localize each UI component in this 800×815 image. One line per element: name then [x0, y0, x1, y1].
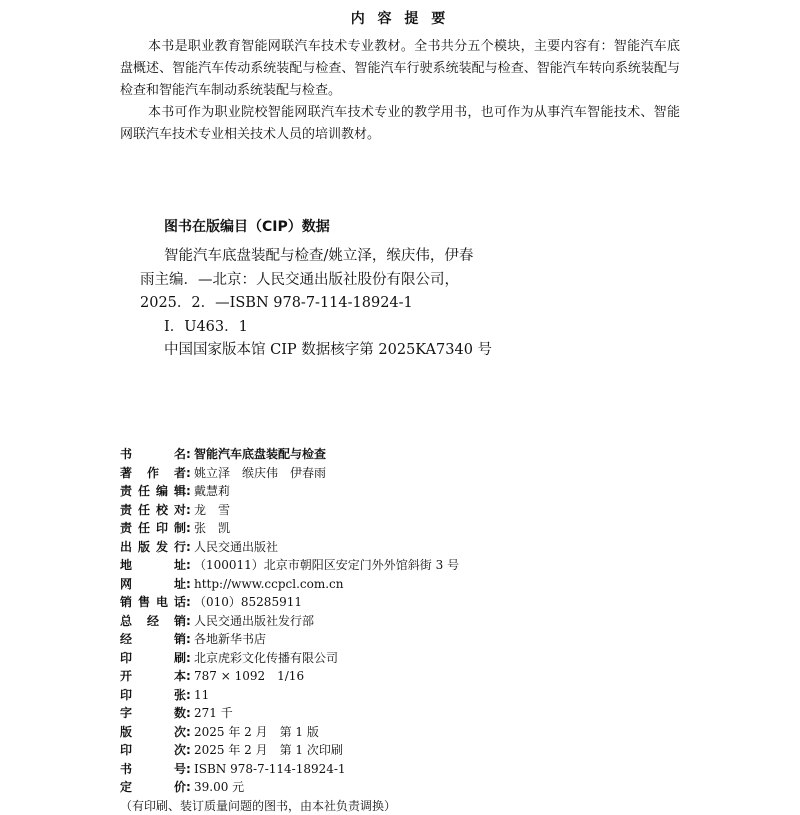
detail-label: 责 任 印 制 — [120, 519, 186, 538]
summary-title: 内 容 提 要 — [0, 8, 800, 28]
detail-label: 定 价 — [120, 778, 186, 797]
detail-colon: : — [186, 760, 194, 779]
detail-value: 北京虎彩文化传播有限公司 — [194, 649, 680, 668]
cip-line: 中国国家版本馆 CIP 数据核字第 2025KA7340 号 — [140, 339, 660, 363]
detail-row — [120, 667, 680, 686]
cip-title: 图书在版编目（CIP）数据 — [140, 217, 660, 237]
detail-colon: : — [186, 630, 194, 649]
detail-row — [120, 612, 680, 631]
detail-colon: : — [186, 741, 194, 760]
summary-section — [120, 36, 680, 146]
detail-row — [120, 538, 680, 557]
detail-label: 字 数 — [120, 704, 186, 723]
detail-value: 各地新华书店 — [194, 630, 680, 649]
detail-label: 总 经 销 — [120, 612, 186, 631]
detail-row — [120, 741, 680, 760]
detail-value: 龙 雪 — [194, 501, 680, 520]
detail-label: 出 版 发 行 — [120, 538, 186, 557]
detail-label: 印 次 — [120, 741, 186, 760]
detail-value: 智能汽车底盘装配与检查 — [194, 445, 680, 464]
detail-row — [120, 686, 680, 705]
cip-line: 智能汽车底盘装配与检查/姚立泽，缑庆伟，伊春 — [140, 245, 660, 269]
detail-row — [120, 593, 680, 612]
detail-row — [120, 519, 680, 538]
detail-colon: : — [186, 519, 194, 538]
detail-label: 责 任 编 辑 — [120, 482, 186, 501]
detail-value: （100011）北京市朝阳区安定门外外馆斜街 3 号 — [194, 556, 680, 575]
detail-colon: : — [186, 612, 194, 631]
summary-paragraph: 本书是职业教育智能网联汽车技术专业教材。全书共分五个模块，主要内容有：智能汽车底盘概述、智能汽车传动系统装配与检查、智能汽车行驶系统装配与检查、智能汽车转向系统装配与检查和智能汽车制动系统装配与检查。 — [120, 36, 680, 102]
detail-row — [120, 482, 680, 501]
detail-label: 版 次 — [120, 723, 186, 742]
detail-colon: : — [186, 704, 194, 723]
detail-value: 271 千 — [194, 704, 680, 723]
detail-label: 责 任 校 对 — [120, 501, 186, 520]
detail-label: 地 址 — [120, 556, 186, 575]
cip-line: Ⅰ．U463．1 — [140, 316, 660, 340]
detail-colon: : — [186, 501, 194, 520]
detail-value: 11 — [194, 686, 680, 705]
detail-row — [120, 704, 680, 723]
detail-value: 姚立泽 缑庆伟 伊春雨 — [194, 464, 680, 483]
cip-section — [140, 217, 660, 363]
detail-value: （010）85285911 — [194, 593, 680, 612]
detail-value: 787 × 1092 1/16 — [194, 667, 680, 686]
detail-value: ISBN 978-7-114-18924-1 — [194, 760, 680, 779]
detail-value: 2025 年 2 月 第 1 版 — [194, 723, 680, 742]
detail-row — [120, 464, 680, 483]
detail-colon: : — [186, 575, 194, 594]
detail-label: 经 销 — [120, 630, 186, 649]
detail-row — [120, 445, 680, 464]
detail-label: 销 售 电 话 — [120, 593, 186, 612]
detail-colon: : — [186, 538, 194, 557]
detail-row — [120, 760, 680, 779]
detail-row — [120, 723, 680, 742]
detail-row — [120, 575, 680, 594]
detail-colon: : — [186, 464, 194, 483]
detail-value: http://www.ccpcl.com.cn — [194, 575, 680, 594]
detail-colon: : — [186, 686, 194, 705]
detail-colon: : — [186, 649, 194, 668]
detail-row — [120, 556, 680, 575]
cip-line: 雨主编．—北京：人民交通出版社股份有限公司， — [140, 269, 660, 293]
detail-value: 39.00 元 — [194, 778, 680, 797]
detail-row — [120, 630, 680, 649]
detail-value: 戴慧莉 — [194, 482, 680, 501]
detail-colon: : — [186, 556, 194, 575]
detail-row — [120, 649, 680, 668]
detail-value: 2025 年 2 月 第 1 次印刷 — [194, 741, 680, 760]
detail-label: 书 名 — [120, 445, 186, 464]
detail-label: 印 刷 — [120, 649, 186, 668]
summary-paragraph: 本书可作为职业院校智能网联汽车技术专业的教学用书，也可作为从事汽车智能技术、智能网联汽车技术专业相关技术人员的培训教材。 — [120, 102, 680, 146]
detail-colon: : — [186, 723, 194, 742]
detail-label: 印 张 — [120, 686, 186, 705]
detail-value: 张 凯 — [194, 519, 680, 538]
detail-colon: : — [186, 778, 194, 797]
detail-colon: : — [186, 593, 194, 612]
detail-row — [120, 501, 680, 520]
detail-row — [120, 778, 680, 797]
details-rows — [120, 445, 680, 797]
detail-colon: : — [186, 667, 194, 686]
detail-colon: : — [186, 482, 194, 501]
detail-label: 著 作 者 — [120, 464, 186, 483]
detail-value: 人民交通出版社 — [194, 538, 680, 557]
detail-label: 网 址 — [120, 575, 186, 594]
detail-label: 书 号 — [120, 760, 186, 779]
quality-note: （有印刷、装订质量问题的图书，由本社负责调换） — [120, 797, 680, 815]
detail-colon: : — [186, 445, 194, 464]
cip-line: 2025．2．—ISBN 978-7-114-18924-1 — [140, 292, 660, 316]
detail-value: 人民交通出版社发行部 — [194, 612, 680, 631]
publication-details — [120, 445, 680, 815]
detail-label: 开 本 — [120, 667, 186, 686]
